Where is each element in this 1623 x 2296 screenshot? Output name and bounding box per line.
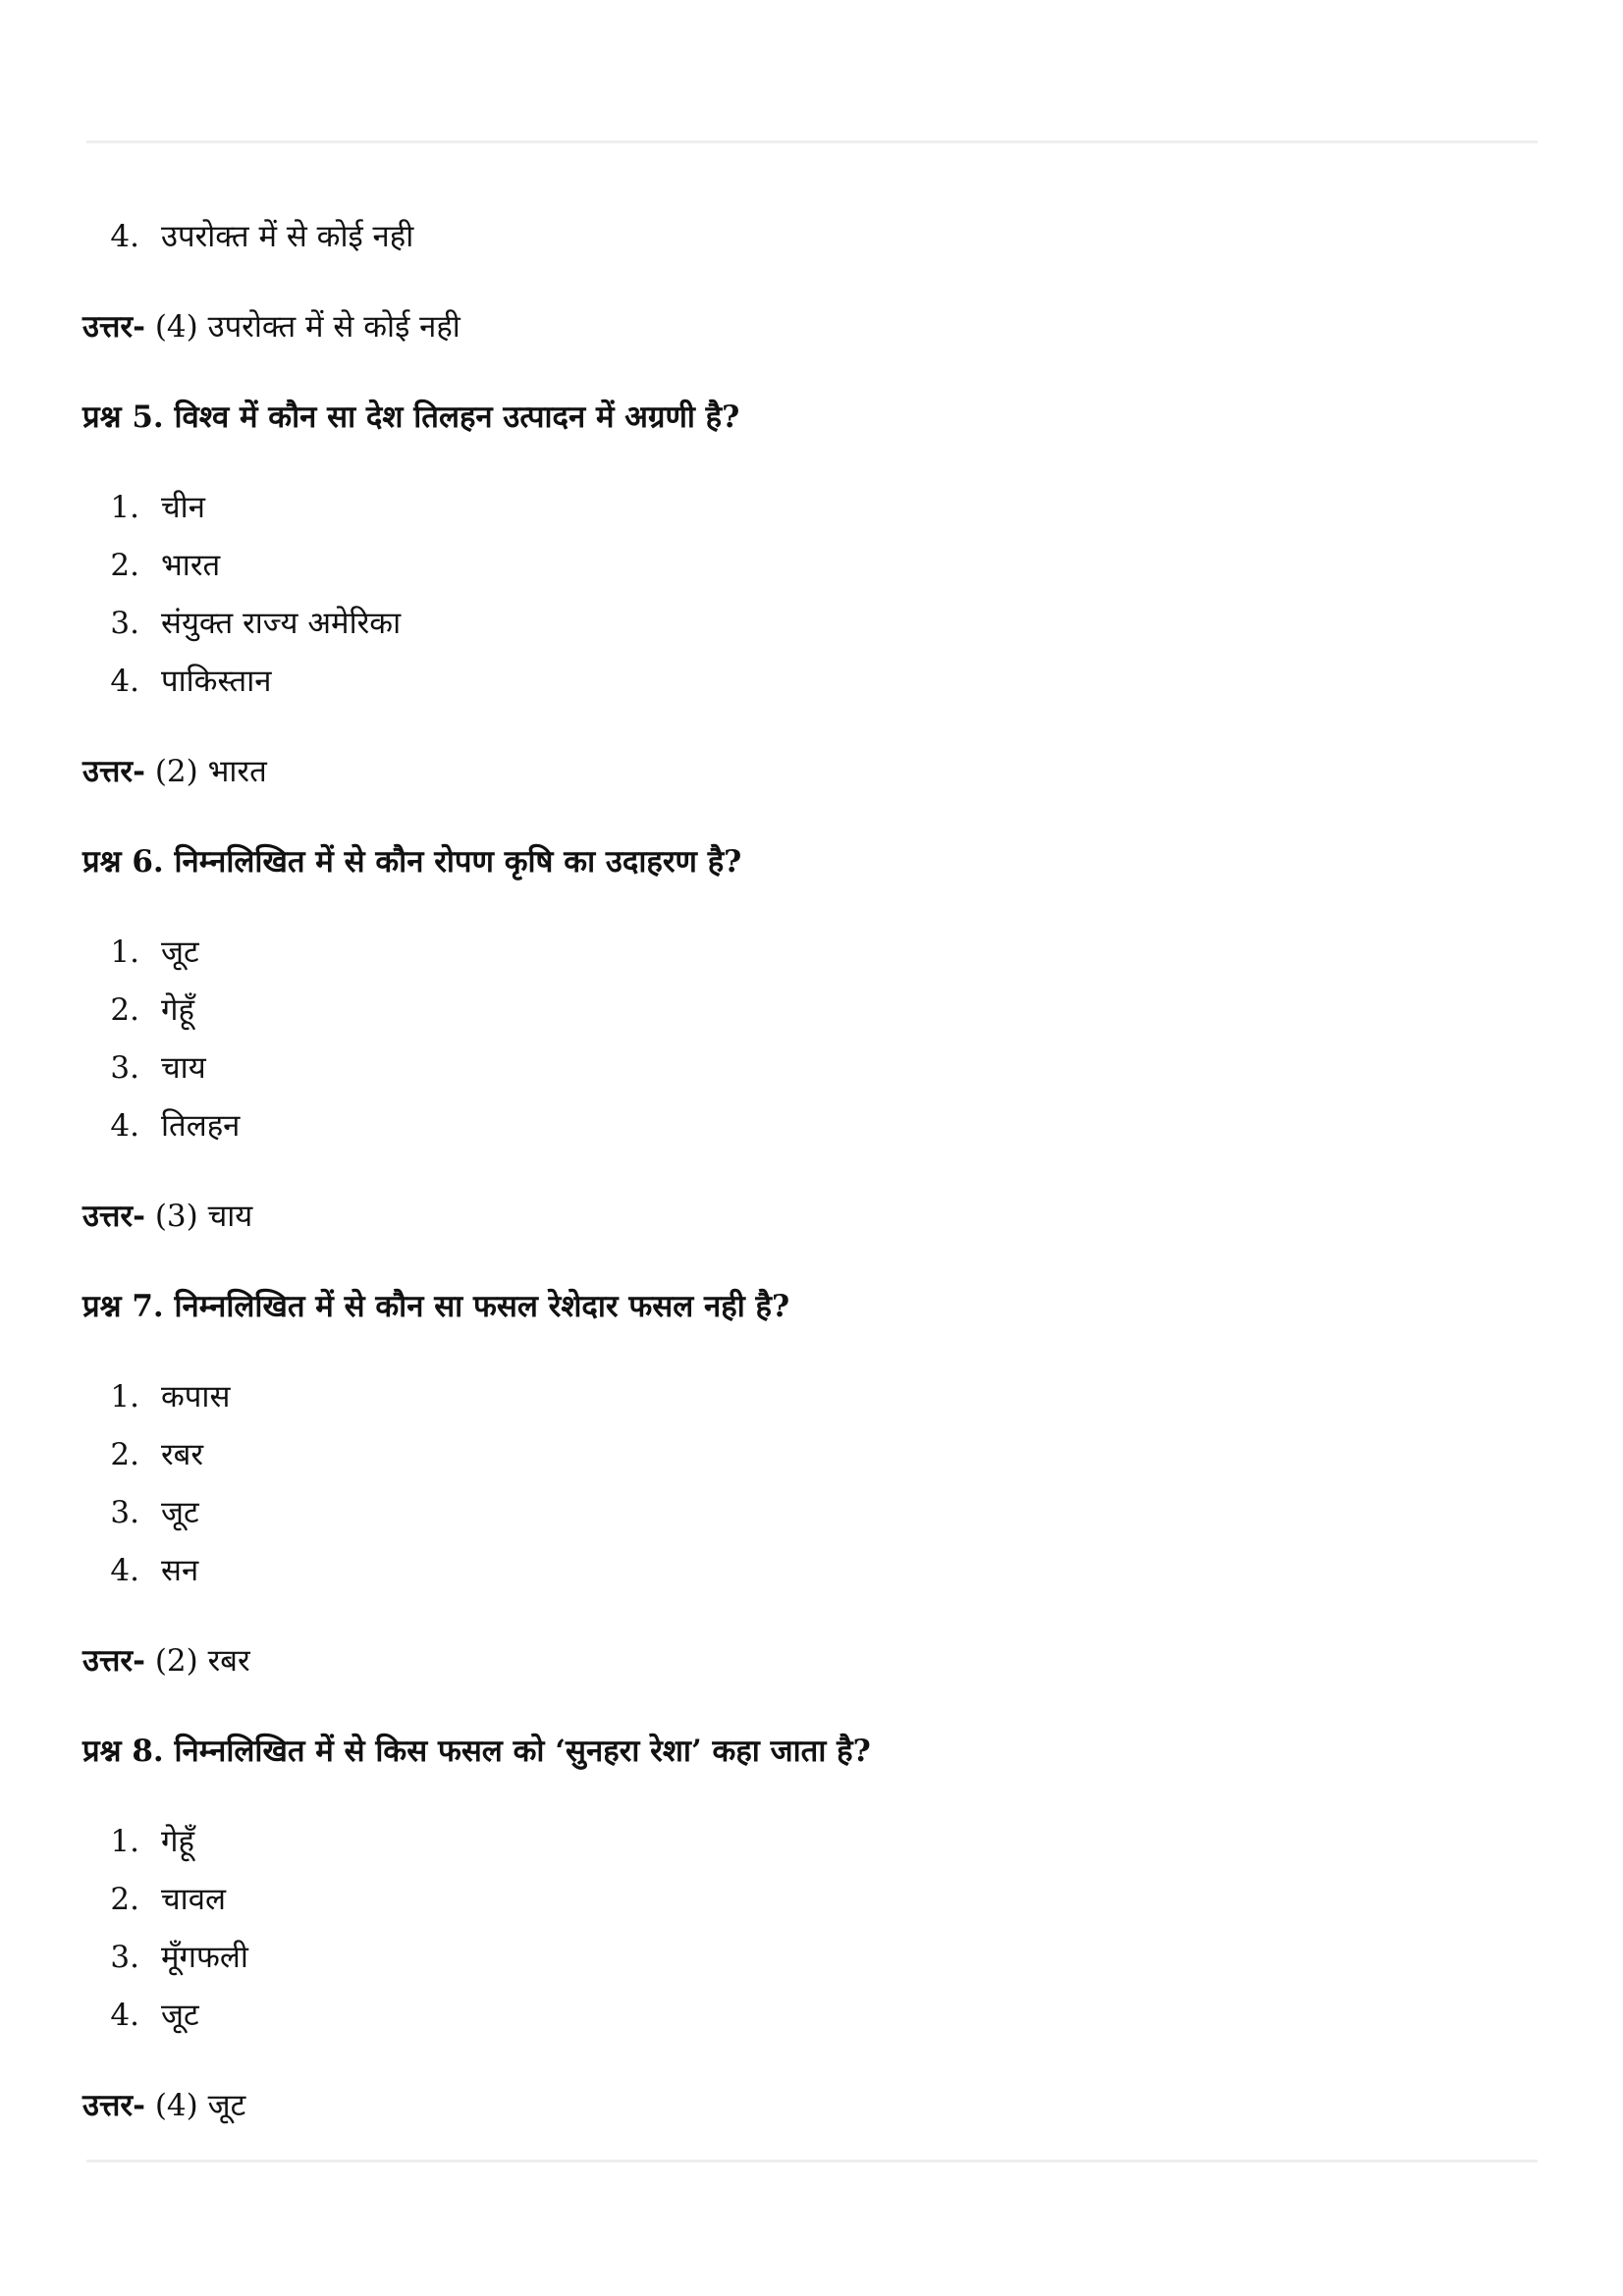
option-text: भारत <box>161 548 221 583</box>
question-title: प्रश्न 6. निम्नलिखित में से कौन रोपण कृषि का उदाहरण है? <box>82 844 742 880</box>
option-text: उपरोक्त में से कोई नही <box>161 219 414 254</box>
option-item <box>82 1929 1536 1987</box>
option-item <box>82 1040 1536 1097</box>
question-block-7 <box>82 1278 1536 1690</box>
option-item <box>82 537 1536 595</box>
option-item <box>82 1368 1536 1426</box>
option-text: गेहूँ <box>161 1824 194 1859</box>
option-number: 4. <box>110 1108 139 1144</box>
option-text: चावल <box>161 1882 226 1917</box>
option-text: सन <box>161 1553 199 1588</box>
answer-text: (4) जूट <box>144 2088 246 2123</box>
page-content <box>82 208 1536 2135</box>
answer-line <box>82 743 1536 801</box>
answer-line <box>82 298 1536 356</box>
option-item <box>82 1542 1536 1600</box>
option-number: 4. <box>110 1998 139 2033</box>
answer-label: उत्तर- <box>82 2088 145 2123</box>
option-item <box>82 479 1536 537</box>
question-block-8 <box>82 1723 1536 2135</box>
question-title: प्रश्न 7. निम्नलिखित में से कौन सा फसल रेशेदार फसल नही है? <box>82 1289 790 1324</box>
option-number: 4. <box>110 1553 139 1588</box>
bottom-divider <box>86 2160 1538 2163</box>
option-number: 2. <box>110 1882 139 1917</box>
option-text: जूट <box>161 1495 199 1530</box>
answer-text: (3) चाय <box>144 1199 253 1234</box>
option-text: जूट <box>161 1998 199 2033</box>
question-block-5 <box>82 389 1536 801</box>
option-text: चीन <box>161 490 205 525</box>
option-item <box>82 1813 1536 1871</box>
option-item <box>82 1097 1536 1155</box>
option-number: 3. <box>110 606 139 641</box>
question-title: प्रश्न 5. विश्व में कौन सा देश तिलहन उत्पादन में अग्रणी है? <box>82 400 740 435</box>
question-block-6 <box>82 833 1536 1246</box>
option-text: पाकिस्तान <box>161 664 272 699</box>
option-item <box>82 1871 1536 1929</box>
option-item <box>82 924 1536 982</box>
option-number: 4. <box>110 664 139 699</box>
answer-label: उत्तर- <box>82 1199 145 1234</box>
option-item <box>82 595 1536 653</box>
option-item <box>82 1484 1536 1542</box>
option-text: तिलहन <box>161 1108 241 1144</box>
option-item <box>82 1987 1536 2045</box>
answer-line <box>82 1632 1536 1690</box>
option-number: 1. <box>110 1824 139 1859</box>
carryover-block <box>82 208 1536 356</box>
option-item <box>82 208 1536 266</box>
answer-label: उत्तर- <box>82 309 145 345</box>
option-text: गेहूँ <box>161 992 194 1028</box>
option-item <box>82 982 1536 1040</box>
option-number: 1. <box>110 490 139 525</box>
option-number: 1. <box>110 934 139 970</box>
answer-label: उत्तर- <box>82 754 145 789</box>
option-text: कपास <box>161 1379 231 1415</box>
question-title: प्रश्न 8. निम्नलिखित में से किस फसल को ‘सुनहरा रेशा’ कहा जाता है? <box>82 1734 871 1769</box>
option-number: 2. <box>110 548 139 583</box>
option-item <box>82 1426 1536 1484</box>
option-text: जूट <box>161 934 199 970</box>
option-text: चाय <box>161 1050 206 1086</box>
option-number: 4. <box>110 219 139 254</box>
option-text: रबर <box>161 1437 204 1472</box>
answer-line <box>82 1188 1536 1246</box>
answer-label: उत्तर- <box>82 1643 145 1679</box>
option-text: संयुक्त राज्य अमेरिका <box>161 606 402 641</box>
option-number: 2. <box>110 992 139 1028</box>
option-number: 3. <box>110 1050 139 1086</box>
option-number: 3. <box>110 1495 139 1530</box>
answer-text: (2) रबर <box>144 1643 250 1679</box>
answer-text: (4) उपरोक्त में से कोई नही <box>144 309 460 345</box>
option-item <box>82 653 1536 711</box>
option-number: 1. <box>110 1379 139 1415</box>
answer-text: (2) भारत <box>144 754 267 789</box>
option-number: 2. <box>110 1437 139 1472</box>
option-number: 3. <box>110 1940 139 1975</box>
top-divider <box>86 140 1538 143</box>
option-text: मूँगफली <box>161 1940 248 1975</box>
answer-line <box>82 2077 1536 2135</box>
